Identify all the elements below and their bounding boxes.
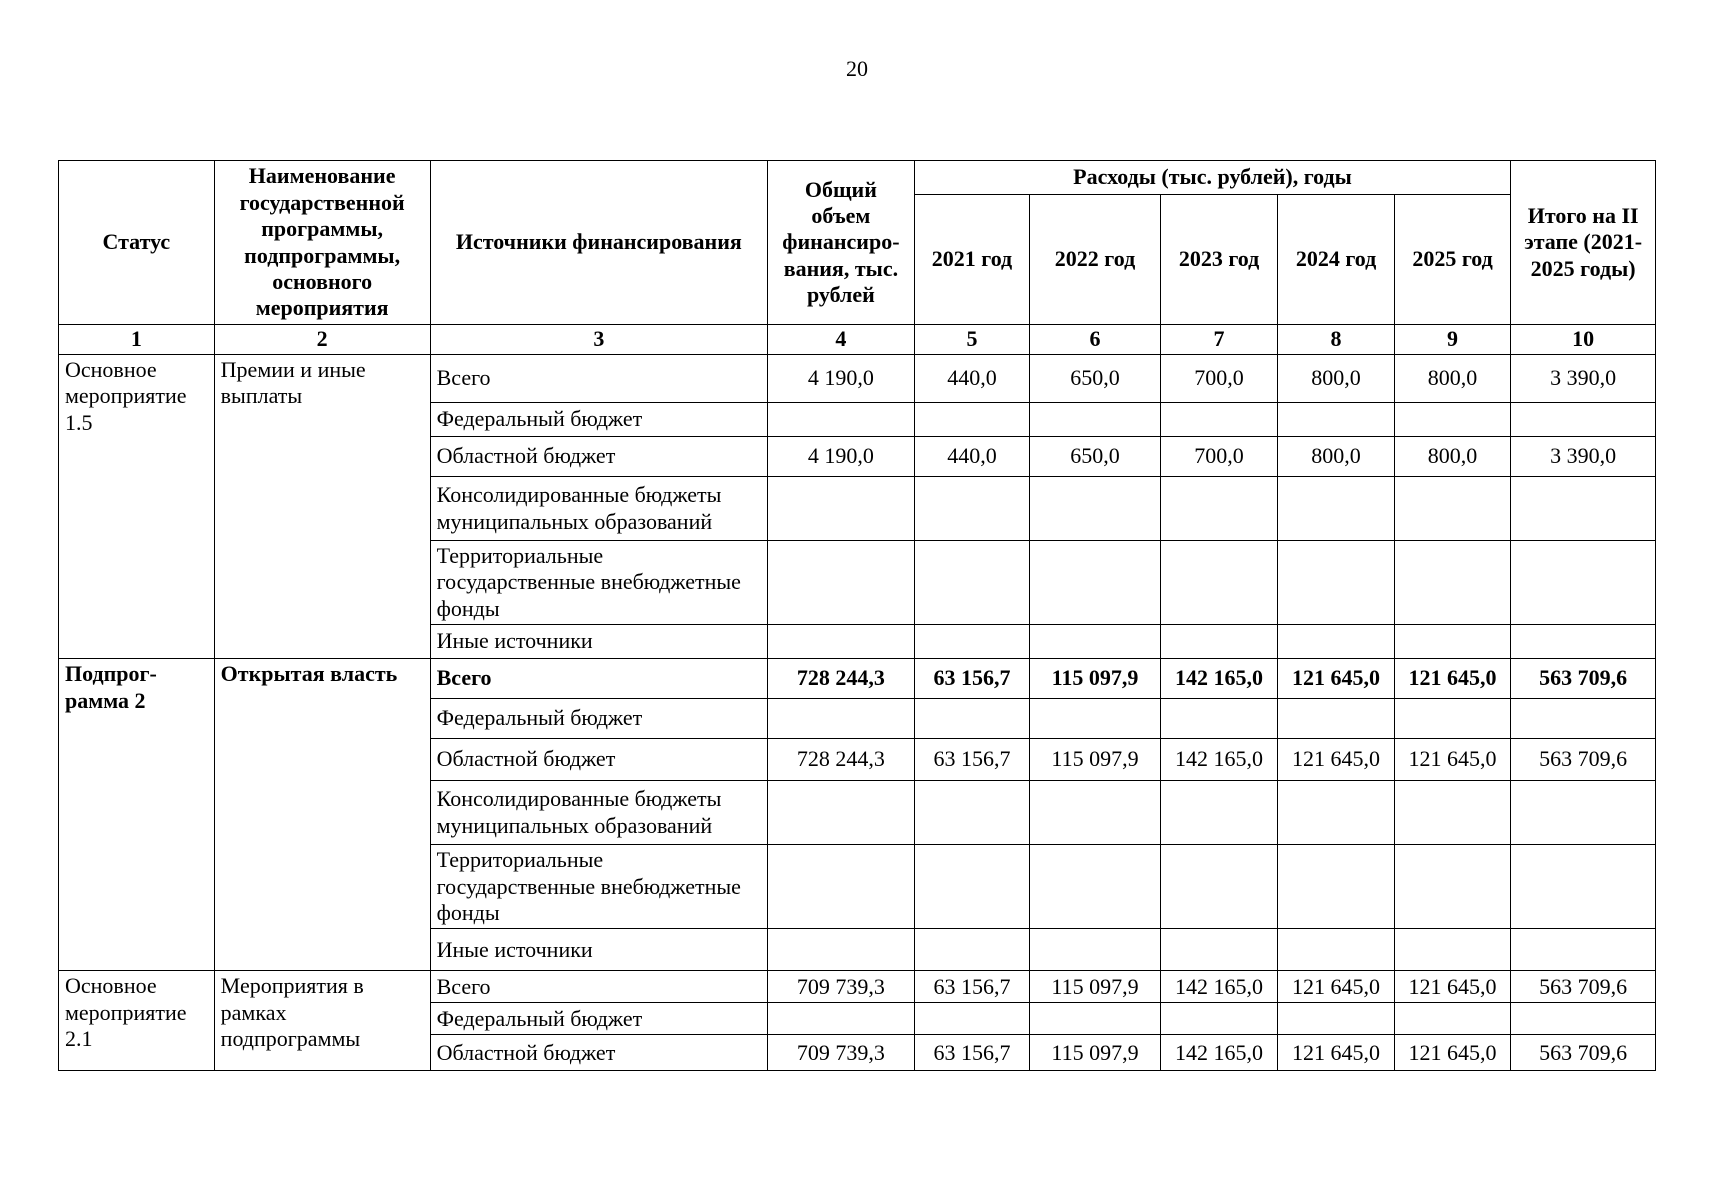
- column-number: 4: [768, 325, 915, 355]
- column-number: 7: [1160, 325, 1278, 355]
- value-cell: [1030, 403, 1161, 437]
- value-cell: [1278, 781, 1395, 845]
- value-cell: [1030, 929, 1161, 971]
- value-cell: [1394, 929, 1511, 971]
- header-year: 2024 год: [1278, 195, 1395, 325]
- value-cell: [1278, 541, 1395, 625]
- value-cell: 115 097,9: [1030, 739, 1161, 781]
- value-cell: 800,0: [1278, 355, 1395, 403]
- financing-source-cell: Областной бюджет: [430, 437, 767, 477]
- status-cell: Основное мероприятие 2.1: [59, 971, 215, 1071]
- value-cell: [914, 845, 1030, 929]
- value-cell: 142 165,0: [1160, 739, 1278, 781]
- value-cell: 800,0: [1278, 437, 1395, 477]
- value-cell: [768, 929, 915, 971]
- value-cell: [1511, 929, 1656, 971]
- value-cell: 121 645,0: [1394, 971, 1511, 1003]
- header-stage-total: Итого на II этапе (2021-2025 годы): [1511, 161, 1656, 325]
- value-cell: [1511, 1003, 1656, 1035]
- table-row: [59, 659, 1656, 699]
- value-cell: 563 709,6: [1511, 659, 1656, 699]
- value-cell: [1030, 1003, 1161, 1035]
- value-cell: [768, 781, 915, 845]
- value-cell: [1394, 477, 1511, 541]
- value-cell: [1394, 845, 1511, 929]
- financing-source-cell: Федеральный бюджет: [430, 403, 767, 437]
- value-cell: 63 156,7: [914, 659, 1030, 699]
- value-cell: [768, 845, 915, 929]
- value-cell: 121 645,0: [1278, 659, 1395, 699]
- value-cell: 121 645,0: [1278, 971, 1395, 1003]
- value-cell: [1394, 403, 1511, 437]
- financing-source-cell: Территориальные государственные внебюджетные фонды: [430, 541, 767, 625]
- value-cell: [1030, 845, 1161, 929]
- value-cell: 142 165,0: [1160, 971, 1278, 1003]
- financing-source-cell: Областной бюджет: [430, 1035, 767, 1071]
- program-name-cell: Мероприятия в рамках подпрограммы: [214, 971, 430, 1071]
- value-cell: [1160, 541, 1278, 625]
- header-expenses-group: Расходы (тыс. рублей), годы: [914, 161, 1511, 195]
- header-program-name: Наименование государственной программы, подпрограммы, основного мероприятия: [214, 161, 430, 325]
- value-cell: 121 645,0: [1394, 659, 1511, 699]
- value-cell: [1278, 477, 1395, 541]
- value-cell: [1511, 541, 1656, 625]
- column-number: 8: [1278, 325, 1395, 355]
- table-row: [59, 971, 1656, 1003]
- value-cell: [1030, 625, 1161, 659]
- status-cell: Основное мероприятие 1.5: [59, 355, 215, 659]
- value-cell: [768, 1003, 915, 1035]
- financing-source-cell: Всего: [430, 659, 767, 699]
- financing-source-cell: Федеральный бюджет: [430, 1003, 767, 1035]
- value-cell: [1030, 781, 1161, 845]
- value-cell: [1160, 781, 1278, 845]
- financing-source-cell: Всего: [430, 971, 767, 1003]
- value-cell: 650,0: [1030, 437, 1161, 477]
- value-cell: [1030, 541, 1161, 625]
- value-cell: 4 190,0: [768, 437, 915, 477]
- value-cell: 563 709,6: [1511, 1035, 1656, 1071]
- column-number: 2: [214, 325, 430, 355]
- column-number: 9: [1394, 325, 1511, 355]
- value-cell: [1394, 699, 1511, 739]
- financing-source-cell: Территориальные государственные внебюджетные фонды: [430, 845, 767, 929]
- value-cell: [914, 541, 1030, 625]
- value-cell: 121 645,0: [1394, 739, 1511, 781]
- value-cell: [768, 625, 915, 659]
- header-year: 2025 год: [1394, 195, 1511, 325]
- value-cell: 563 709,6: [1511, 739, 1656, 781]
- value-cell: [914, 929, 1030, 971]
- value-cell: [1278, 403, 1395, 437]
- value-cell: [1511, 477, 1656, 541]
- value-cell: 3 390,0: [1511, 437, 1656, 477]
- financing-source-cell: Иные источники: [430, 929, 767, 971]
- value-cell: [1160, 929, 1278, 971]
- financing-source-cell: Всего: [430, 355, 767, 403]
- value-cell: [914, 403, 1030, 437]
- status-cell: Подпрог-рамма 2: [59, 659, 215, 971]
- value-cell: 63 156,7: [914, 1035, 1030, 1071]
- value-cell: 121 645,0: [1278, 739, 1395, 781]
- value-cell: [1511, 781, 1656, 845]
- financing-source-cell: Консолидированные бюджеты муниципальных образований: [430, 781, 767, 845]
- budget-table: [58, 160, 1656, 1071]
- value-cell: 115 097,9: [1030, 1035, 1161, 1071]
- value-cell: [1278, 845, 1395, 929]
- value-cell: 709 739,3: [768, 1035, 915, 1071]
- value-cell: 709 739,3: [768, 971, 915, 1003]
- value-cell: 440,0: [914, 355, 1030, 403]
- value-cell: [1511, 403, 1656, 437]
- value-cell: [1160, 845, 1278, 929]
- column-number: 3: [430, 325, 767, 355]
- column-number: 10: [1511, 325, 1656, 355]
- financing-source-cell: Иные источники: [430, 625, 767, 659]
- value-cell: [768, 699, 915, 739]
- value-cell: [1278, 625, 1395, 659]
- value-cell: [1394, 541, 1511, 625]
- header-financing-sources: Источники финансирования: [430, 161, 767, 325]
- financing-source-cell: Федеральный бюджет: [430, 699, 767, 739]
- program-name-cell: Премии и иные выплаты: [214, 355, 430, 659]
- value-cell: 142 165,0: [1160, 659, 1278, 699]
- header-total-volume: Общий объем финансиро-вания, тыс. рублей: [768, 161, 915, 325]
- value-cell: 563 709,6: [1511, 971, 1656, 1003]
- value-cell: [1394, 781, 1511, 845]
- value-cell: [914, 781, 1030, 845]
- value-cell: [1511, 845, 1656, 929]
- value-cell: [1160, 625, 1278, 659]
- value-cell: 121 645,0: [1278, 1035, 1395, 1071]
- value-cell: [1511, 699, 1656, 739]
- table-row: [59, 355, 1656, 403]
- header-status: Статус: [59, 161, 215, 325]
- value-cell: [1278, 1003, 1395, 1035]
- value-cell: 650,0: [1030, 355, 1161, 403]
- value-cell: 115 097,9: [1030, 971, 1161, 1003]
- value-cell: [1030, 699, 1161, 739]
- value-cell: 728 244,3: [768, 659, 915, 699]
- header-year: 2023 год: [1160, 195, 1278, 325]
- value-cell: [1394, 1003, 1511, 1035]
- value-cell: 440,0: [914, 437, 1030, 477]
- financing-source-cell: Консолидированные бюджеты муниципальных образований: [430, 477, 767, 541]
- value-cell: 63 156,7: [914, 739, 1030, 781]
- value-cell: [1278, 929, 1395, 971]
- value-cell: [1160, 699, 1278, 739]
- column-number: 5: [914, 325, 1030, 355]
- program-name-cell: Открытая власть: [214, 659, 430, 971]
- value-cell: 63 156,7: [914, 971, 1030, 1003]
- value-cell: [914, 1003, 1030, 1035]
- value-cell: 728 244,3: [768, 739, 915, 781]
- budget-table-body: [59, 355, 1656, 1071]
- value-cell: [914, 625, 1030, 659]
- financing-source-cell: Областной бюджет: [430, 739, 767, 781]
- value-cell: [914, 477, 1030, 541]
- page-number: 20: [846, 56, 868, 81]
- header-year: 2022 год: [1030, 195, 1161, 325]
- header-year: 2021 год: [914, 195, 1030, 325]
- column-number: 6: [1030, 325, 1161, 355]
- value-cell: 3 390,0: [1511, 355, 1656, 403]
- value-cell: [768, 403, 915, 437]
- value-cell: [1160, 403, 1278, 437]
- value-cell: [1278, 699, 1395, 739]
- value-cell: [1160, 477, 1278, 541]
- value-cell: [1160, 1003, 1278, 1035]
- value-cell: 800,0: [1394, 355, 1511, 403]
- value-cell: [768, 541, 915, 625]
- value-cell: 115 097,9: [1030, 659, 1161, 699]
- column-number: 1: [59, 325, 215, 355]
- value-cell: 700,0: [1160, 355, 1278, 403]
- value-cell: 700,0: [1160, 437, 1278, 477]
- value-cell: [1511, 625, 1656, 659]
- value-cell: 800,0: [1394, 437, 1511, 477]
- value-cell: [1030, 477, 1161, 541]
- value-cell: 4 190,0: [768, 355, 915, 403]
- value-cell: 121 645,0: [1394, 1035, 1511, 1071]
- value-cell: 142 165,0: [1160, 1035, 1278, 1071]
- value-cell: [1394, 625, 1511, 659]
- value-cell: [768, 477, 915, 541]
- value-cell: [914, 699, 1030, 739]
